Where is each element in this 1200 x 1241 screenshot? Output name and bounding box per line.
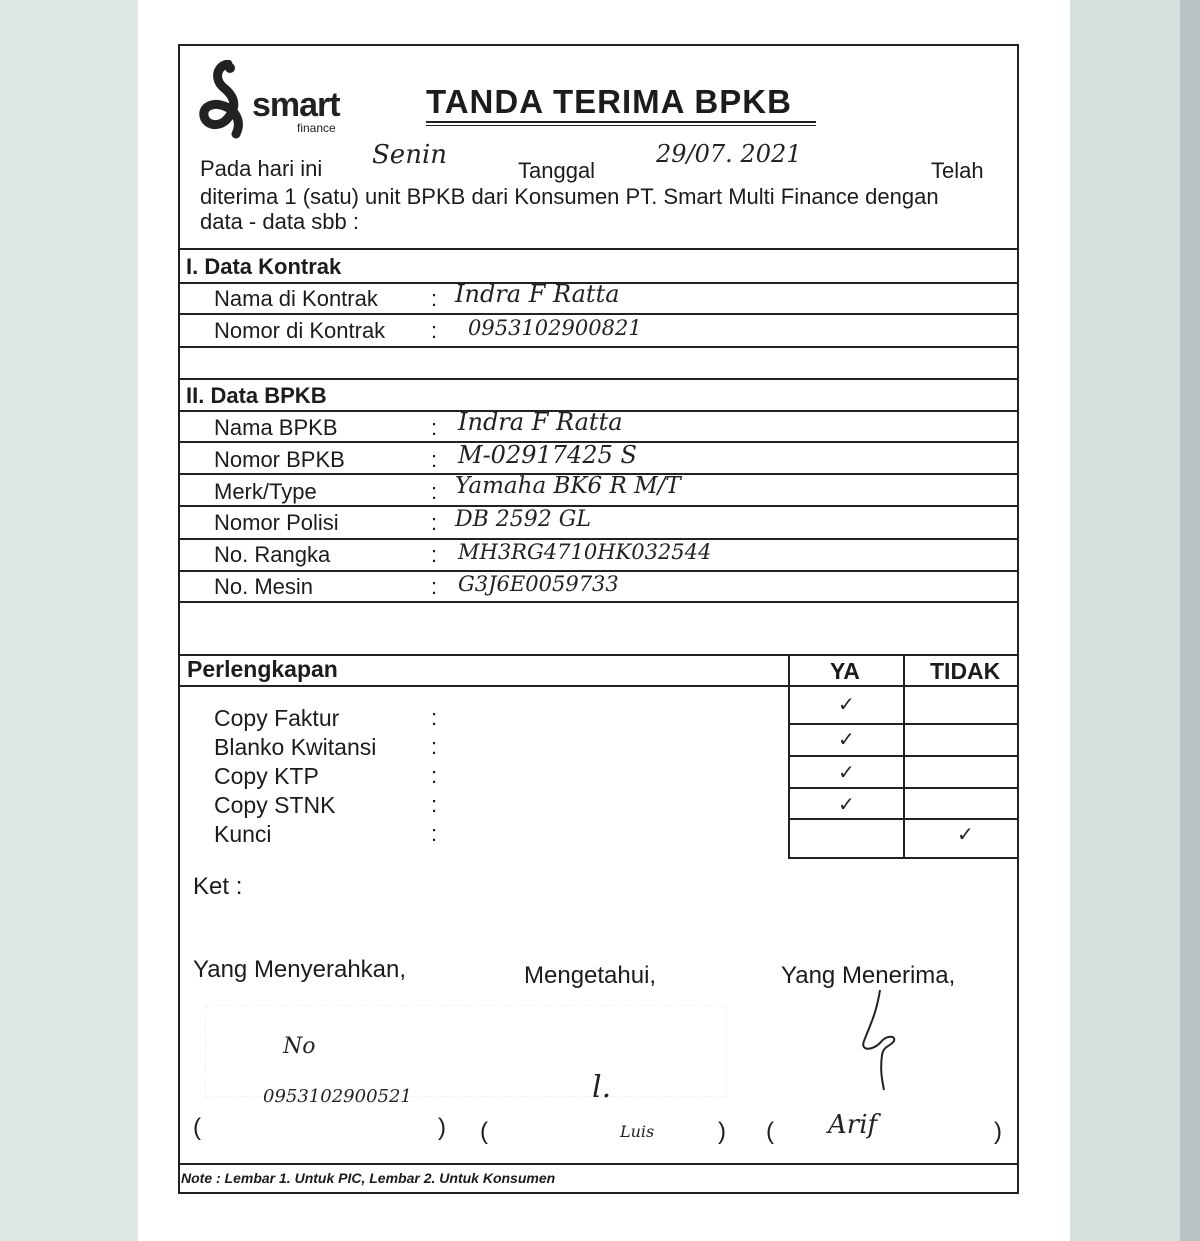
divider [788,818,1019,820]
smart-logo-icon [198,60,258,140]
section-heading-kontrak: I. Data Kontrak [186,254,342,279]
paren-open: ( [766,1118,774,1145]
intro-line-2: diterima 1 (satu) unit BPKB dari Konsumen PT. Smart Multi Finance dengan [200,184,939,209]
tanggal-label: Tanggal [518,158,596,183]
field-label: No. Mesin [214,574,314,599]
item-label: Copy Faktur [214,705,340,731]
item-separator: : [431,705,438,730]
field-value: Indra F Ratta [458,408,623,436]
field-separator: : [431,510,438,535]
telah-label: Telah [931,158,984,183]
column-header-tidak: TIDAK [930,658,1001,684]
item-label: Blanko Kwitansi [214,734,377,760]
field-label: Merk/Type [214,479,317,504]
divider [178,505,1019,507]
paren-open: ( [193,1114,201,1141]
divider [178,248,1019,250]
check-mark-icon: ✓ [957,824,974,846]
title-underline [426,121,816,123]
divider [788,787,1019,789]
field-label: Nomor BPKB [214,447,345,472]
footer-note: Note : Lembar 1. Untuk PIC, Lembar 2. Untuk Konsumen [181,1170,556,1186]
divider [178,313,1019,315]
check-mark-icon: ✓ [838,729,855,751]
paren-close: ) [994,1118,1002,1145]
section-heading-perlengkapan: Perlengkapan [187,656,338,682]
divider [178,378,1019,380]
divider [178,601,1019,603]
date-value: 29/07. 2021 [656,140,802,168]
field-value: Yamaha BK6 R M/T [455,473,681,499]
divider [788,857,1019,859]
field-value: G3J6E0059733 [458,572,619,596]
item-separator: : [431,734,438,759]
divider [178,346,1019,348]
handwritten-name-mid: Luis [620,1122,655,1141]
handwritten-no: No [283,1034,316,1059]
item-label: Copy KTP [214,763,319,789]
signature-label-menerima: Yang Menerima, [781,962,956,989]
field-label: No. Rangka [214,542,331,567]
logo-subtext: finance [297,121,336,135]
field-label: Nama di Kontrak [214,286,378,311]
paren-open: ( [480,1118,488,1145]
intro-line-3: data - data sbb : [200,209,359,234]
paren-close: ) [438,1114,446,1141]
section-heading-bpkb: II. Data BPKB [186,383,327,408]
handwritten-mark: l. [592,1070,612,1105]
signature-scribble [850,985,910,1095]
item-label: Copy STNK [214,792,336,818]
item-separator: : [431,821,438,846]
divider [788,723,1019,725]
ket-label: Ket : [193,873,243,900]
logo-text: smart [252,86,340,124]
field-separator: : [431,574,438,599]
field-value: Indra F Ratta [455,280,620,308]
field-separator: : [431,542,438,567]
pada-hari-label: Pada hari ini [200,156,323,181]
check-mark-icon: ✓ [838,794,855,816]
signature-label-mengetahui: Mengetahui, [524,962,657,989]
check-mark-icon: ✓ [838,694,855,716]
field-separator: : [431,447,438,472]
divider [788,755,1019,757]
item-label: Kunci [214,821,272,847]
background-edge [1180,0,1200,1241]
title-underline-2 [426,125,816,126]
field-separator: : [431,318,438,343]
field-value: 0953102900821 [468,316,642,340]
item-separator: : [431,792,438,817]
field-separator: : [431,415,438,440]
field-label: Nama BPKB [214,415,338,440]
column-header-ya: YA [830,658,860,684]
field-label: Nomor Polisi [214,510,339,535]
field-value: MH3RG4710HK032544 [458,540,712,564]
field-label: Nomor di Kontrak [214,318,386,343]
divider [178,685,1019,687]
signature-label-menyerahkan: Yang Menyerahkan, [193,956,407,983]
divider [178,1163,1019,1165]
day-value: Senin [372,140,448,170]
field-value: M-02917425 S [458,441,637,469]
check-mark-icon: ✓ [838,762,855,784]
handwritten-name-right: Arif [828,1110,878,1140]
field-value: DB 2592 GL [455,507,591,532]
handwritten-number: 0953102900521 [263,1086,412,1107]
item-separator: : [431,763,438,788]
field-separator: : [431,286,438,311]
field-separator: : [431,479,438,504]
paren-close: ) [718,1118,726,1145]
page-title: TANDA TERIMA BPKB [426,83,792,120]
